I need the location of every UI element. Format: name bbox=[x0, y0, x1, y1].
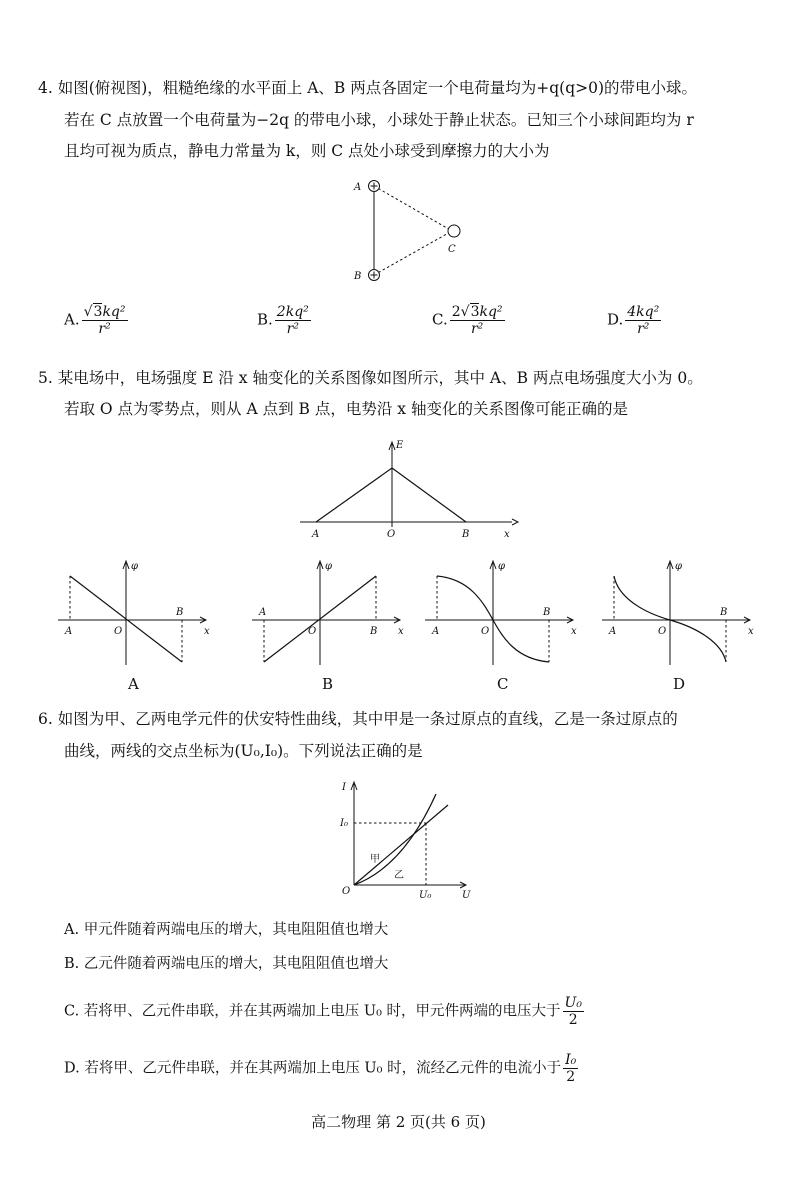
q4-stem-line2: 若在 C 点放置一个电荷量为−2q 的带电小球，小球处于静止状态。已知三个小球间距均为 r bbox=[64, 111, 694, 129]
q6-option-b: B. 乙元件随着两端电压的增大，其电阻阻值也增大 bbox=[64, 956, 389, 972]
label-phi: φ bbox=[325, 561, 333, 572]
q4-triangle-figure bbox=[340, 170, 480, 285]
label-i: I bbox=[342, 782, 346, 793]
label-yi: 乙 bbox=[394, 870, 404, 881]
label-u0: U₀ bbox=[419, 890, 432, 901]
q5-stem-line2: 若取 O 点为零势点，则从 A 点到 B 点，电势沿 x 轴变化的关系图像可能正确的是 bbox=[64, 400, 628, 418]
q4-stem-line3: 且均可视为质点，静电力常量为 k，则 C 点处小球受到摩擦力的大小为 bbox=[64, 142, 550, 160]
label-o: O bbox=[308, 626, 317, 637]
label-b: B bbox=[176, 607, 184, 618]
e-curve bbox=[316, 468, 466, 522]
label-a: A bbox=[432, 626, 440, 637]
q5-caption-a: A bbox=[128, 675, 139, 693]
label-c: C bbox=[448, 244, 456, 255]
label-o: O bbox=[114, 626, 123, 637]
label-o: O bbox=[342, 886, 351, 897]
page-footer: 高二物理 第 2 页(共 6 页) bbox=[311, 1113, 486, 1131]
label-a: A bbox=[609, 626, 617, 637]
q5-graph-a bbox=[58, 557, 218, 667]
label-phi: φ bbox=[498, 561, 506, 572]
q5-caption-b: B bbox=[322, 675, 334, 693]
label-phi: φ bbox=[131, 561, 139, 572]
x-axis-arrow bbox=[512, 519, 518, 525]
q6-iv-graph bbox=[338, 772, 478, 907]
side-ac bbox=[374, 186, 452, 231]
side-bc bbox=[374, 231, 452, 275]
label-b: B bbox=[720, 607, 728, 618]
q4-option-b: B. $\frac{\text{2kq²}}{\text{r²}}$ bbox=[257, 304, 309, 337]
q5-graph-c bbox=[425, 557, 585, 667]
label-x: x bbox=[398, 626, 404, 637]
label-e: E bbox=[396, 440, 404, 451]
charge-c bbox=[448, 225, 460, 237]
q6-option-d: D. 若将甲、乙元件串联，并在其两端加上电压 U₀ 时，流经乙元件的电流小于 $\frac{\text{I₀}}{2}$ bbox=[64, 1052, 577, 1085]
label-a: A bbox=[65, 626, 73, 637]
label-phi: φ bbox=[675, 561, 683, 572]
label-i0: I₀ bbox=[340, 818, 348, 829]
q5-graph-b bbox=[252, 557, 412, 667]
label-o: O bbox=[658, 626, 667, 637]
q5-caption-d: D bbox=[673, 675, 686, 693]
label-b: B bbox=[543, 607, 551, 618]
q6-option-a: A. 甲元件随着两端电压的增大，其电阻阻值也增大 bbox=[64, 922, 389, 938]
label-jia: 甲 bbox=[370, 854, 380, 865]
label-x: x bbox=[204, 626, 210, 637]
label-o: O bbox=[387, 529, 396, 540]
q5-stem-line1: 5. 某电场中，电场强度 E 沿 x 轴变化的关系图像如图所示，其中 A、B 两点电场强度大小为 0。 bbox=[38, 369, 703, 387]
q6-stem-line1: 6. 如图为甲、乙两电学元件的伏安特性曲线，其中甲是一条过原点的直线，乙是一条过原点的 bbox=[38, 710, 678, 728]
label-a: A bbox=[354, 182, 362, 193]
label-o: O bbox=[481, 626, 490, 637]
q4-option-d: D. $\frac{\text{4kq²}}{\text{r²}}$ bbox=[607, 304, 660, 337]
q5-e-field-graph bbox=[290, 432, 530, 542]
label-a: A bbox=[312, 529, 320, 540]
label-b: B bbox=[370, 626, 378, 637]
label-x: x bbox=[571, 626, 577, 637]
label-b: B bbox=[354, 271, 362, 282]
label-u: U bbox=[462, 890, 471, 901]
q4-option-a: A. $\frac{\text{√3kq²}}{\text{r²}}$ bbox=[64, 304, 126, 337]
q4-option-c: C. $\frac{\text{2√3kq²}}{\text{r²}}$ bbox=[432, 304, 503, 337]
q6-option-c: C. 若将甲、乙元件串联，并在其两端加上电压 U₀ 时，甲元件两端的电压大于 $\frac{\text{U₀}}{2}$ bbox=[64, 995, 582, 1028]
label-b: B bbox=[462, 529, 470, 540]
q6-stem-line2: 曲线，两线的交点坐标为(U₀,I₀)。下列说法正确的是 bbox=[64, 742, 423, 760]
label-a: A bbox=[259, 607, 267, 618]
label-x: x bbox=[748, 626, 754, 637]
q4-stem-line1: 4. 如图(俯视图)，粗糙绝缘的水平面上 A、B 两点各固定一个电荷量均为+q(q>0)的带电小球。 bbox=[38, 79, 698, 97]
label-x: x bbox=[504, 529, 510, 540]
q5-graph-d bbox=[602, 557, 762, 667]
q5-caption-c: C bbox=[497, 675, 509, 693]
